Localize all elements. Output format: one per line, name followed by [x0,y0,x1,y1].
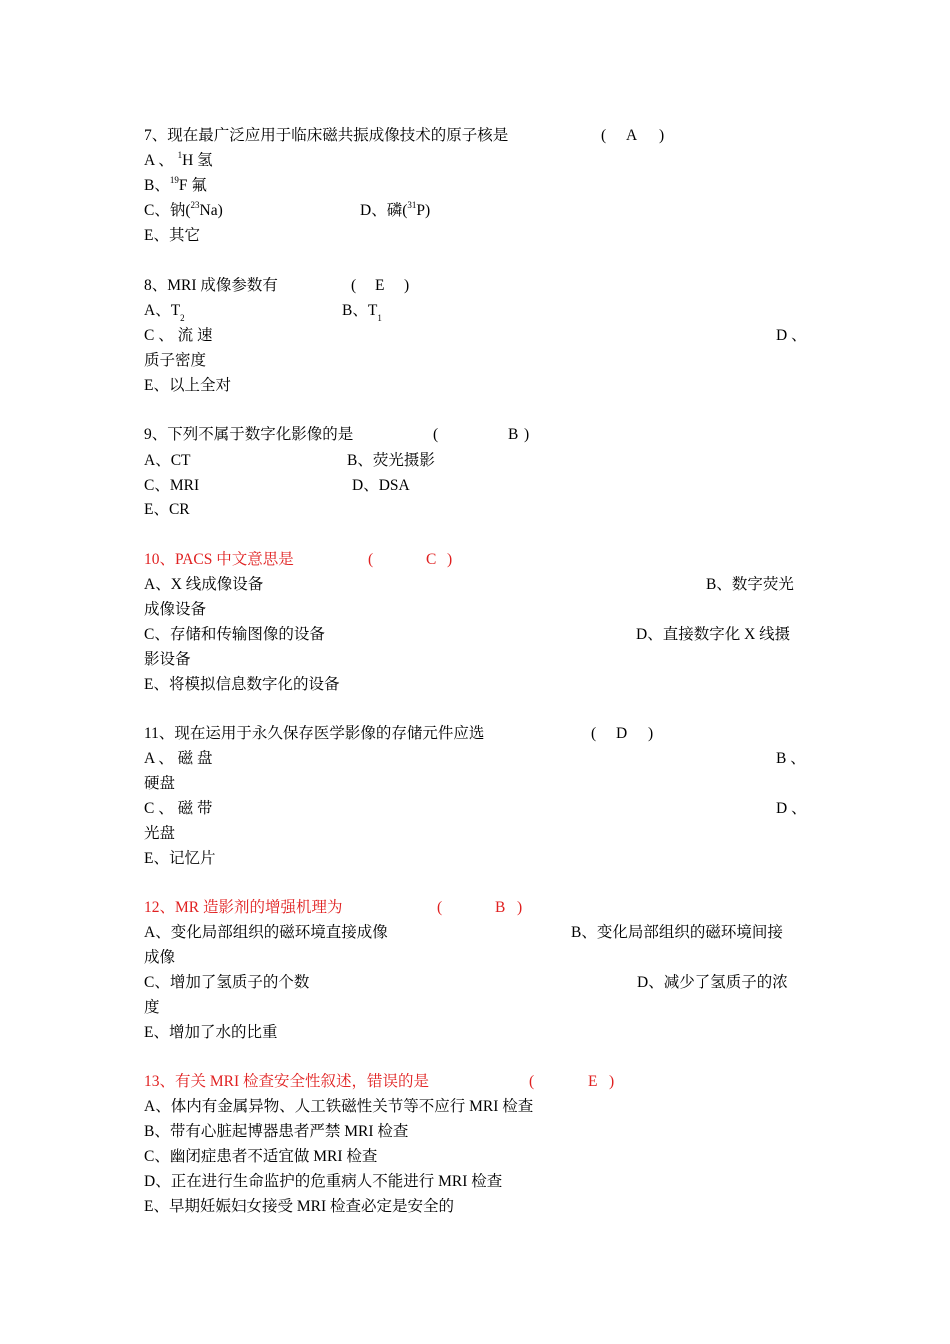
option-d: D、磷($^{31}$P) [360,200,431,219]
option-a: A、X 线成像设备 [144,576,264,593]
answer-close-paren: ) [447,551,453,568]
answer-letter: A [626,127,638,144]
question-stem: 10、PACS 中文意思是 [144,551,294,568]
option-e: E、其它 [144,227,200,244]
option-e: E、以上全对 [144,377,231,394]
option-e: E、将模拟信息数字化的设备 [144,676,340,693]
option-b-continued: 硬盘 [144,775,176,792]
option-b: B、数字荧光 [706,576,794,593]
option-d: D、正在进行生命监护的危重病人不能进行 MRI 检查 [144,1173,503,1190]
option-e: E、CR [144,501,190,518]
option-a: A、CT [144,452,191,469]
answer-close-paren: ) [517,899,523,916]
answer-open-paren: ( [437,899,443,916]
answer-close-paren: ) [659,127,665,144]
question-stem: 8、MRI 成像参数有 [144,277,278,294]
answer-open-paren: ( [591,725,597,742]
question-stem: 7、现在最广泛应用于临床磁共振成像技术的原子核是 [144,127,509,144]
option-b: B、$^{19}$F 氟 [144,175,207,194]
option-c: C 、 流 速 [144,327,213,344]
answer-letter: C [426,551,437,568]
option-d: D 、 [776,800,807,817]
option-b: B、$T_1$ [342,302,382,323]
answer-close-paren: ) [648,725,654,742]
option-d-continued: 度 [144,999,160,1016]
option-d: D、直接数字化 X 线摄 [636,626,791,643]
option-d: D、DSA [352,477,410,494]
option-d: D 、 [776,327,807,344]
question-stem: 11、现在运用于永久保存医学影像的存储元件应选 [144,725,485,742]
answer-letter: B [508,426,519,443]
option-c: C 、 磁 带 [144,800,213,817]
answer-letter: E [588,1073,598,1090]
option-e: E、早期妊娠妇女接受 MRI 检查必定是安全的 [144,1198,455,1215]
option-c: C、钠($^{23}$Na) [144,200,223,219]
option-a: A、变化局部组织的磁环境直接成像 [144,924,388,941]
question-stem: 12、MR 造影剂的增强机理为 [144,899,343,916]
answer-letter: E [375,277,385,294]
option-d: D、减少了氢质子的浓 [637,974,788,991]
answer-open-paren: ( [351,277,357,294]
answer-open-paren: ( [529,1073,535,1090]
option-e: E、记忆片 [144,850,216,867]
option-a: A、体内有金属异物、人工铁磁性关节等不应行 MRI 检查 [144,1098,534,1115]
option-c: C、存储和传输图像的设备 [144,626,325,643]
option-d-continued: 影设备 [144,651,191,668]
option-a: A、$T_2$ [144,302,185,323]
answer-open-paren: ( [433,426,439,443]
option-b: B 、 [776,750,806,767]
answer-letter: B [495,899,506,916]
answer-open-paren: ( [368,551,374,568]
option-d-continued: 光盘 [144,825,176,842]
option-a: A 、 $^1$H 氢 [144,150,213,169]
answer-letter: D [616,725,628,742]
option-c: C、幽闭症患者不适宜做 MRI 检查 [144,1148,378,1165]
answer-close-paren: ) [609,1073,615,1090]
question-stem: 9、下列不属于数字化影像的是 [144,426,354,443]
option-c: C、增加了氢质子的个数 [144,974,310,991]
answer-open-paren: ( [601,127,607,144]
option-b-continued: 成像设备 [144,601,207,618]
option-e: E、增加了水的比重 [144,1024,278,1041]
answer-close-paren: ) [524,426,530,443]
option-b: B、变化局部组织的磁环境间接 [571,924,783,941]
option-b-continued: 成像 [144,949,176,966]
option-b: B、带有心脏起博器患者严禁 MRI 检查 [144,1123,409,1140]
option-d-continued: 质子密度 [144,352,207,369]
option-a: A 、 磁 盘 [144,750,213,767]
option-b: B、荧光摄影 [347,452,435,469]
question-stem: 13、有关 MRI 检查安全性叙述，错误的是 [144,1073,430,1090]
option-c: C、MRI [144,477,200,494]
answer-close-paren: ) [404,277,410,294]
